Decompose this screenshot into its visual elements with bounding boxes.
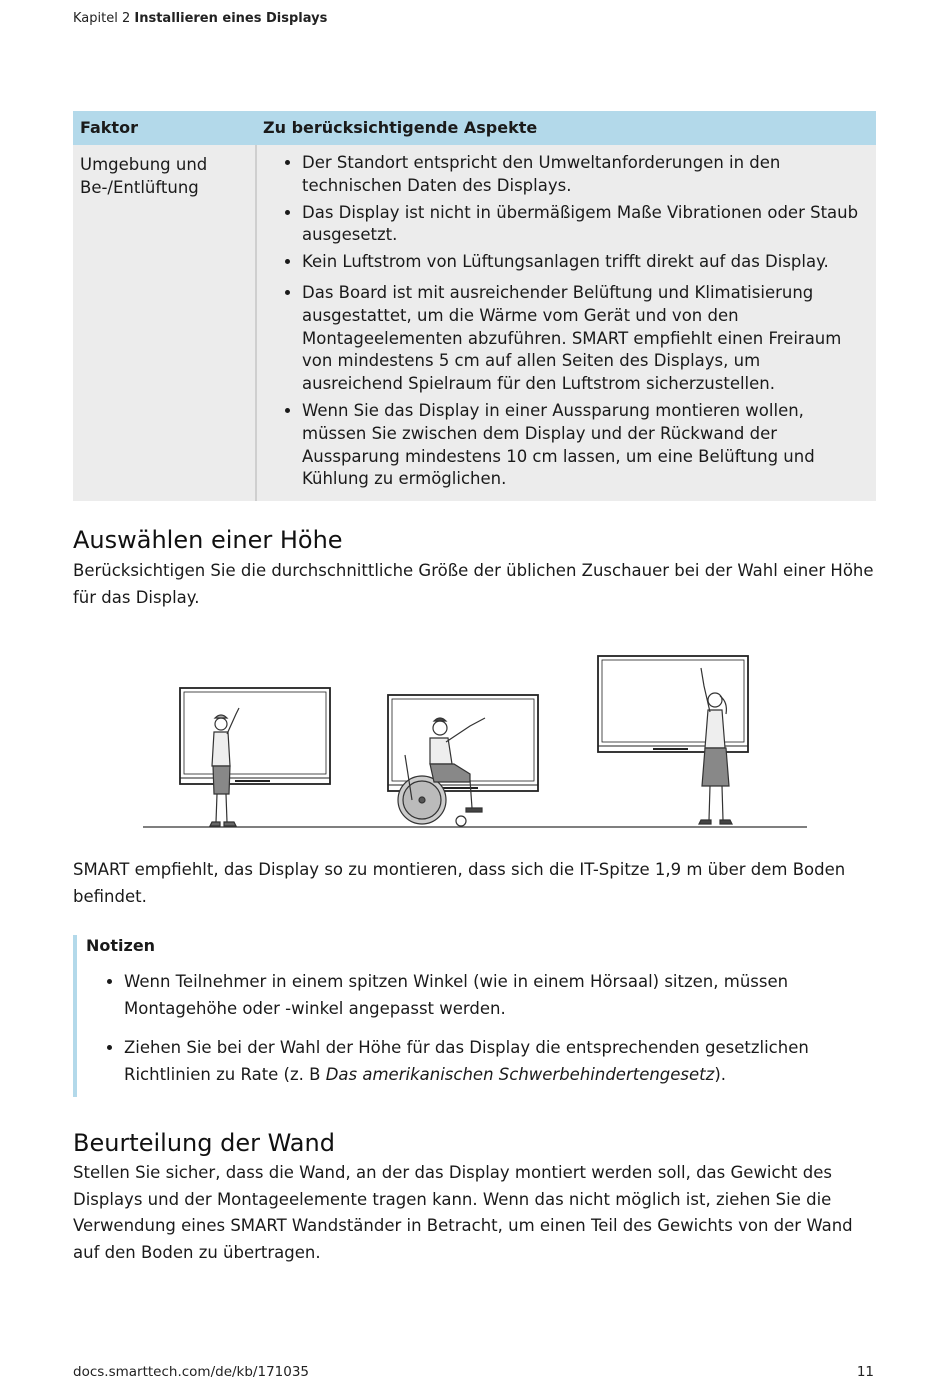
row-aspects <box>256 145 876 501</box>
notes-list <box>86 969 886 1088</box>
heading-height: Auswählen einer Höhe <box>73 526 343 554</box>
col-header-factor: Faktor <box>73 111 256 145</box>
chapter-header <box>73 11 327 26</box>
aspect-item: • Kein Luftstrom von Lüftungsanlagen trifft direkt auf das Display. <box>302 251 866 274</box>
row-factor: Umgebung und Be-/Entlüftung <box>73 145 256 501</box>
height-recommendation: SMART empfiehlt, das Display so zu montieren, dass sich die IT-Spitze 1,9 m über dem Boden befindet. <box>73 860 846 906</box>
chapter-title: Installieren eines Displays <box>134 11 328 26</box>
height-illustration <box>140 650 810 835</box>
aspect-item: • Das Display ist nicht in übermäßigem Maße Vibrationen oder Staub ausgesetzt. <box>302 202 866 248</box>
aspect-item: • Das Board ist mit ausreichender Belüftung und Klimatisierung ausgestattet, um die Wärme vom Gerät und von den Montageelementen abzuführen. SMART empfiehlt einen Freiraum von mindestens 5 cm auf allen Seiten des Displays, um ausreichend Spielraum für den Luftstrom sicherzustellen. <box>302 282 866 396</box>
height-intro: Berücksichtigen Sie die durchschnittliche Größe der üblichen Zuschauer bei der Wahl einer Höhe für das Display. <box>73 561 874 607</box>
col-header-aspects: Zu berücksichtigende Aspekte <box>256 111 876 145</box>
note-item <box>124 1035 886 1088</box>
note-law-title: Das amerikanischen Schwerbehindertengesetz <box>325 1064 715 1084</box>
aspect-item: • Wenn Sie das Display in einer Aussparung montieren wollen, müssen Sie zwischen dem Display und der Rückwand der Aussparung mindestens 10 cm lassen, um eine Belüftung und Kühlung zu ermöglichen. <box>302 400 866 491</box>
note-text: Ziehen Sie bei der Wahl der Höhe für das Display die entsprechenden gesetzlichen Richtlinien zu Rate (z. B <box>124 1038 809 1084</box>
note-text-end: ). <box>714 1064 727 1084</box>
wall-text: Stellen Sie sicher, dass die Wand, an der das Display montiert werden soll, das Gewicht des Displays und der Montageelemente tragen kann. Wenn das nicht möglich ist, ziehen Sie die Verwendung eines SMART Wandständer in Betracht, um einen Teil des Gewichts von der Wand auf den Boden zu übertragen. <box>73 1163 853 1262</box>
notes-title: Notizen <box>86 936 156 955</box>
page-number: 11 <box>856 1364 874 1380</box>
aspect-item: • Der Standort entspricht den Umweltanforderungen in den technischen Daten des Displays. <box>302 152 866 198</box>
note-item: • Wenn Teilnehmer in einem spitzen Winkel (wie in einem Hörsaal) sitzen, müssen Montagehöhe oder -winkel angepasst werden. <box>124 969 886 1022</box>
table-row <box>73 145 876 501</box>
factors-table <box>73 111 876 501</box>
heading-wall: Beurteilung der Wand <box>73 1129 335 1157</box>
table-header-row <box>73 111 876 145</box>
notes-box <box>73 935 886 1097</box>
footer-url: docs.smarttech.com/de/kb/171035 <box>73 1364 310 1380</box>
display-1 <box>180 688 330 784</box>
aspect-list <box>264 152 866 491</box>
chapter-prefix: Kapitel 2 <box>73 11 131 26</box>
